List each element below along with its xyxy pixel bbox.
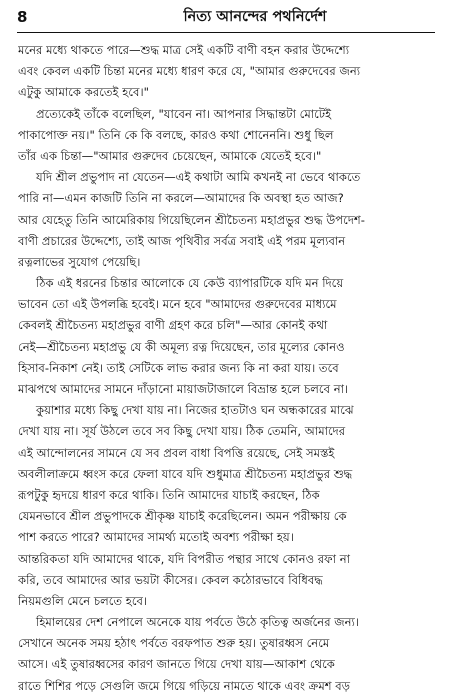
paragraph-start: ঠিক এই ধরনের চিন্তার আলোকে যে কেউ ব্যাপারটিকে যদি মন দিয়ে xyxy=(36,276,344,291)
text-line: নেই—শ্রীচৈতন্য মহাপ্রভু যে কী অমূল্য রত্ন দিয়েছেন, তার মূল্যের কোনও xyxy=(18,339,345,354)
text-line: অবলীলাক্রমে ধ্বংস করে ফেলা যাবে যদি শুধুমাত্র শ্রীচৈতন্য মহাপ্রভুর শুদ্ধ xyxy=(18,466,353,481)
text-line: রত্নলাভের সুযোগ পেয়েছি। xyxy=(18,254,141,269)
text-line: আসে। এই তুষারধ্বসের কারণ জানতে গিয়ে দেখা যায়—আকাশ থেকে xyxy=(18,657,335,672)
text-line: কেবলই শ্রীচৈতন্য মহাপ্রভুর বাণী গ্রহণ করে চলি"—আর কোনই কথা xyxy=(18,318,328,333)
text-line: পাকাপোক্ত নয়।" তিনি কে কি বলছে, কারও কথা শোনেননি। শুধু ছিল xyxy=(18,127,334,142)
text-line: মনের মধ্যে থাকতে পারে—শুদ্ধ মাত্র সেই একটি বাণী বহন করার উদ্দেশ্যে xyxy=(18,43,350,57)
body-text xyxy=(18,40,438,697)
text-line: তাঁর এক চিন্তা—"আমার গুরুদেব চেয়েছেন, আমাকে যেতেই হবে।" xyxy=(18,148,322,163)
text-line: হিসাব-নিকাশ নেই। তাই সেটিকে লাভ করার জন্য কি না করা যায়। তবে xyxy=(18,360,339,375)
text-line: আর যেহেতু তিনি আমেরিকায় গিয়েছিলেন শ্রীচৈতন্য মহাপ্রভুর শুদ্ধ উপদেশ- xyxy=(18,212,365,227)
text-line: রূপটুকু হৃদয়ে ধারণ করে থাকি। তিনি আমাদের যাচাই করছেন, ঠিক xyxy=(18,487,320,502)
text-line: পারি না—এমন কাজটি তিনি না করলে—আমাদের কি অবস্থা হত আজ? xyxy=(18,191,344,206)
text-line: এবং কেবল একটি চিন্তা মনের মধ্যে ধারণ করে যে, "আমার গুরুদেবের জন্য xyxy=(18,64,361,79)
text-line: ভাবেন তো এই উপলব্ধি হবেই। মনে হবে "আমাদের গুরুদেবের মাধ্যমে xyxy=(18,297,337,312)
header-rule xyxy=(17,32,435,33)
text-line: যেমনভাবে শ্রীল প্রভুপাদকে শ্রীকৃষ্ণ যাচাই করেছিলেন। অমন পরীক্ষায় কে xyxy=(18,509,347,524)
text-line: করি, তবে আমাদের আর ভয়টা কীসের। কেবল কঠোরভাবে বিধিবদ্ধ xyxy=(18,572,323,587)
text-line: সেখানে অনেক সময় হঠাৎ পর্বতে বরফপাত শুরু হয়। তুষারধ্বস নেমে xyxy=(18,636,330,651)
text-line: এই আন্দোলনের সামনে যে সব প্রবল বাধা বিপত্তি রয়েছে, সেই সমস্তই xyxy=(18,445,335,460)
paragraph-start: যদি শ্রীল প্রভুপাদ না যেতেন—এই কথাটা আমি কখনই না ভেবে থাকতে xyxy=(36,170,361,185)
page-number: 8 xyxy=(17,8,28,26)
text-line: এটুকু আমাকে করতেই হবে।" xyxy=(18,85,149,100)
paragraph-start: প্রত্যেকেই তাঁকে বলেছিল, "যাবেন না। আপনার সিদ্ধান্তটা মোটেই xyxy=(36,106,332,121)
text-line: পাশ করতে পারে? আমাদের সামর্থ্য মতোই অবশ্য পরীক্ষা হয়। xyxy=(18,530,294,545)
paragraph-start: হিমালয়ের দেশ নেপালে অনেকে যায় পর্বতে উঠে কৃতিত্ব অর্জনের জন্য। xyxy=(36,615,360,630)
text-line: রাতে শিশির পড়ে সেগুলি জমে গিয়ে গড়িয়ে নামতে থাকে এবং ক্রমশ বড় xyxy=(18,678,351,693)
text-line: নিয়মগুলি মেনে চলতে হবে। xyxy=(18,593,148,608)
text-line: বাণী প্রচারের উদ্দেশ্যে, তাই আজ পৃথিবীর সর্বত্র সবাই এই পরম মূল্যবান xyxy=(18,233,346,248)
running-title: নিত্য আনন্দের পথনির্দেশ xyxy=(183,9,327,25)
text-line: মাঝপথে আমাদের সামনে দাঁড়ানো মায়াজটাজালে বিভ্রান্ত হলে চলবে না। xyxy=(18,382,349,396)
text-line: আন্তরিকতা যদি আমাদের থাকে, যদি বিপরীত পন্থার সাথে কোনও রফা না xyxy=(18,551,350,566)
paragraph-start: কুয়াশার মধ্যে কিছু দেখা যায় না। নিজের হাতটাও ঘন অন্ধকারের মাঝে xyxy=(36,403,354,418)
text-line: দেখা যায় না। সূর্য উঠলে তবে সব কিছু দেখা যায়। ঠিক তেমনি, আমাদের xyxy=(18,424,346,439)
